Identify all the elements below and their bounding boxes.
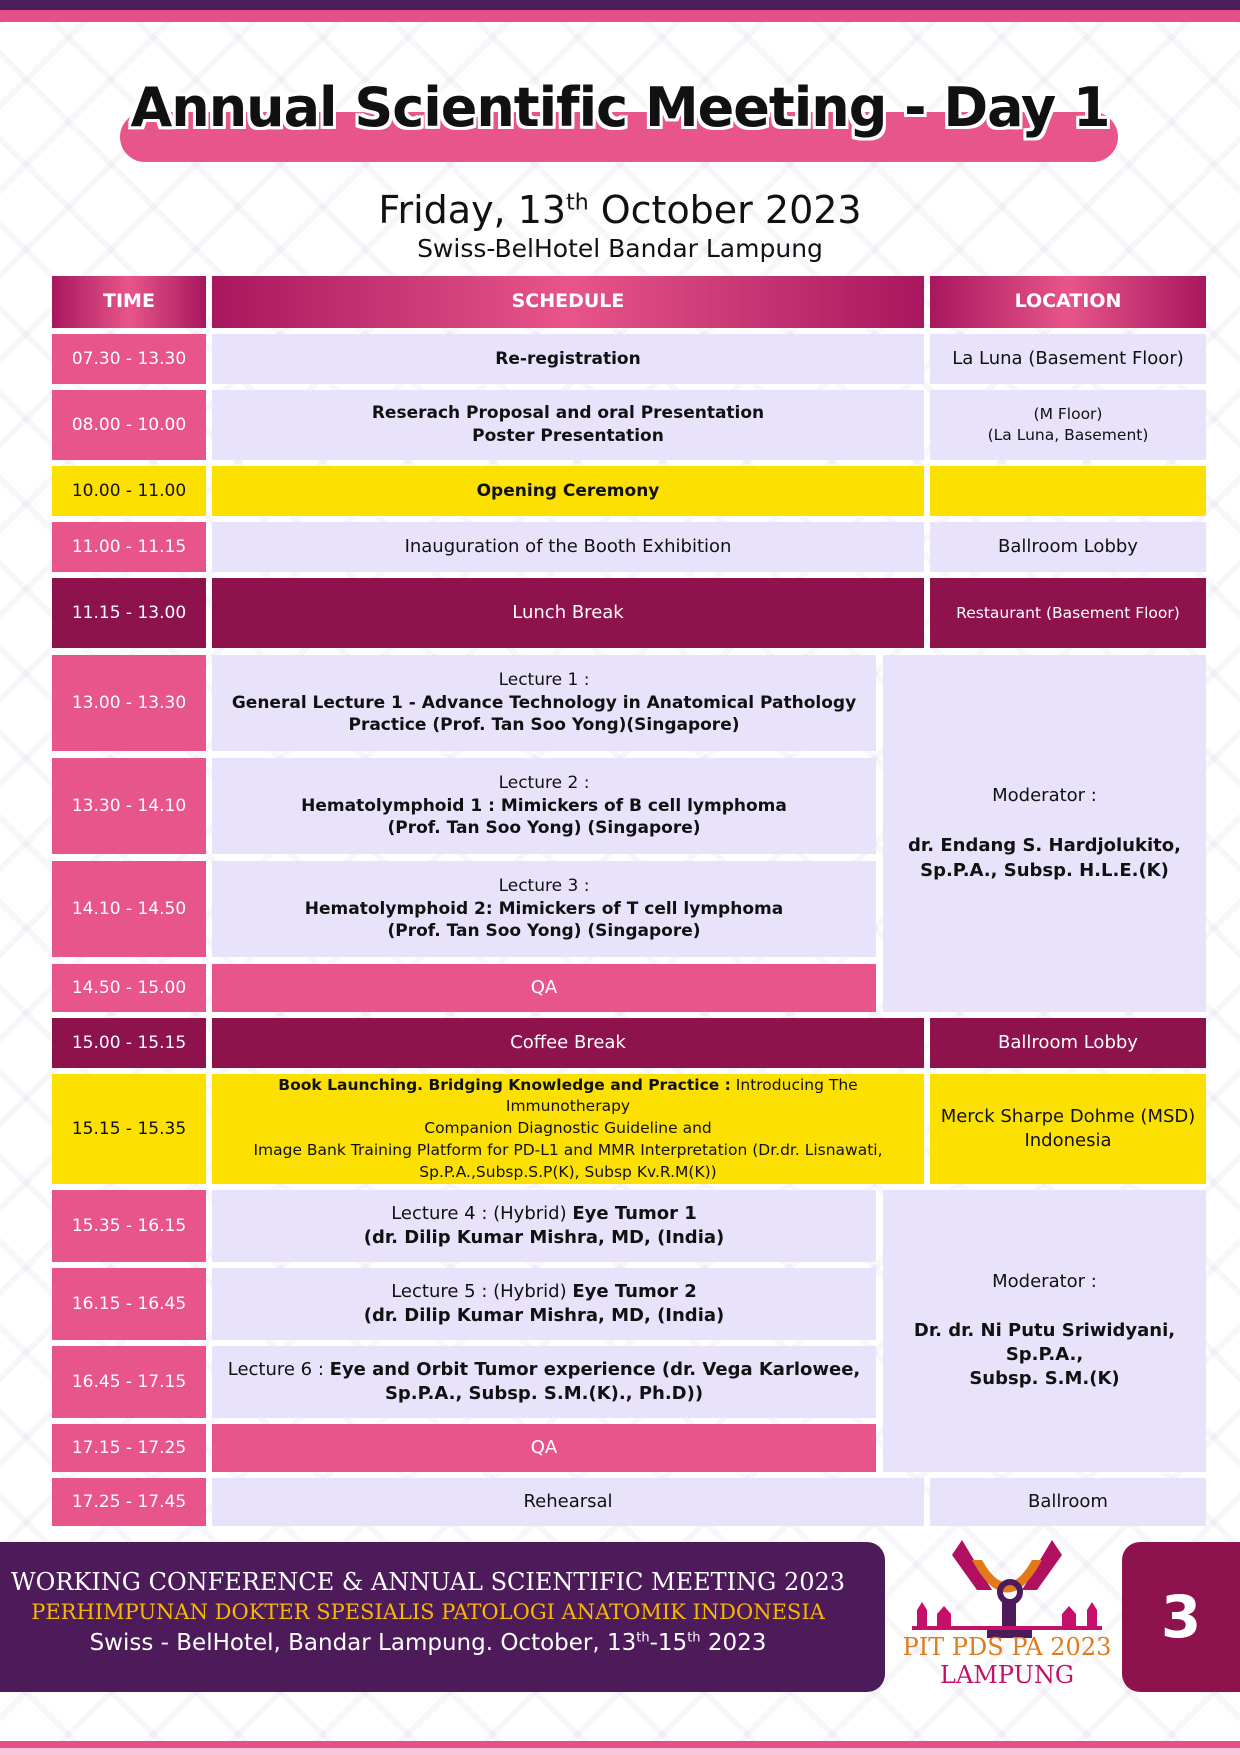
location-cell <box>930 466 1206 516</box>
schedule-cell: Lunch Break <box>212 578 924 648</box>
header-location: LOCATION <box>930 276 1206 328</box>
location-cell: Merck Sharpe Dohme (MSD) Indonesia <box>930 1074 1206 1184</box>
time-cell: 11.00 - 11.15 <box>52 522 206 572</box>
schedule-cell: Inauguration of the Booth Exhibition <box>212 522 924 572</box>
header-schedule: SCHEDULE <box>212 276 924 328</box>
date-suffix: th <box>566 190 589 216</box>
footer-organization: PERHIMPUNAN DOKTER SPESIALIS PATOLOGI ANATOMIK INDONESIA <box>31 1600 825 1624</box>
schedule-cell: Lecture 3 : Hematolymphoid 2: Mimickers of T cell lymphoma (Prof. Tan Soo Yong) (Singapore) <box>212 861 876 957</box>
location-cell: Ballroom Lobby <box>930 522 1206 572</box>
time-cell: 08.00 - 10.00 <box>52 390 206 460</box>
schedule-cell: Rehearsal <box>212 1478 924 1526</box>
time-cell: 07.30 - 13.30 <box>52 334 206 384</box>
time-cell: 15.35 - 16.15 <box>52 1190 206 1262</box>
moderator-cell <box>883 1190 1206 1472</box>
time-cell: 16.45 - 17.15 <box>52 1346 206 1418</box>
logo-text-city: LAMPUNG <box>940 1661 1074 1689</box>
time-cell: 16.15 - 16.45 <box>52 1268 206 1340</box>
page-title: Annual Scientific Meeting - Day 1 <box>130 76 1110 139</box>
footer-conference-title: WORKING CONFERENCE & ANNUAL SCIENTIFIC MEETING 2023 <box>10 1568 846 1596</box>
time-cell: 13.00 - 13.30 <box>52 655 206 751</box>
schedule-cell: QA <box>212 964 876 1012</box>
moderator-label: Moderator : <box>992 1271 1097 1293</box>
time-cell: 17.15 - 17.25 <box>52 1424 206 1472</box>
schedule-cell: Reserach Proposal and oral Presentation Poster Presentation <box>212 390 924 460</box>
moderator-name: dr. Endang S. Hardjolukito, <box>908 835 1181 857</box>
location-cell: (M Floor) (La Luna, Basement) <box>930 390 1206 460</box>
bottom-stripe <box>0 1741 1240 1755</box>
page-number: 3 <box>1122 1542 1240 1692</box>
moderator-title: Sp.P.A., Subsp. H.L.E.(K) <box>920 859 1169 881</box>
event-date <box>0 188 1240 232</box>
event-venue: Swiss-BelHotel Bandar Lampung <box>417 234 823 263</box>
schedule-cell: Re-registration <box>212 334 924 384</box>
date-month-year: October 2023 <box>588 188 862 232</box>
time-cell: 15.00 - 15.15 <box>52 1018 206 1068</box>
time-cell: 11.15 - 13.00 <box>52 578 206 648</box>
moderator-label: Moderator : <box>992 785 1097 807</box>
moderator-title: Subsp. S.M.(K) <box>969 1368 1120 1390</box>
schedule-cell: Lecture 4 : (Hybrid) Eye Tumor 1 (dr. Dilip Kumar Mishra, MD, (India) <box>212 1190 876 1262</box>
date-day: Friday, 13 <box>378 188 567 232</box>
schedule-cell: Lecture 6 : Eye and Orbit Tumor experience (dr. Vega Karlowee, Sp.P.A., Subsp. S.M.(K)., Ph.D)) <box>212 1346 876 1418</box>
schedule-cell: Coffee Break <box>212 1018 924 1068</box>
schedule-cell: Lecture 1 : General Lecture 1 - Advance Technology in Anatomical Pathology Practice (Prof. Tan Soo Yong)(Singapore) <box>212 655 876 751</box>
location-cell: La Luna (Basement Floor) <box>930 334 1206 384</box>
moderator-name: Dr. dr. Ni Putu Sriwidyani, Sp.P.A., <box>913 1319 1176 1365</box>
location-cell: Ballroom Lobby <box>930 1018 1206 1068</box>
time-cell: 15.15 - 15.35 <box>52 1074 206 1184</box>
schedule-cell: QA <box>212 1424 876 1472</box>
time-cell: 14.10 - 14.50 <box>52 861 206 957</box>
schedule-cell: Opening Ceremony <box>212 466 924 516</box>
location-cell: Ballroom <box>930 1478 1206 1526</box>
moderator-cell <box>883 655 1206 1012</box>
time-cell: 10.00 - 11.00 <box>52 466 206 516</box>
schedule-cell: Book Launching. Bridging Knowledge and Practice : Introducing The Immunotherapy Companion Diagnostic Guideline and Image Bank Training Platform for PD-L1 and MMR Interpretation (Dr.dr. Lisnawati, Sp.P.A.,Subsp.S.P(K), Subsp Kv.R.M(K)) <box>212 1074 924 1184</box>
time-cell: 17.25 - 17.45 <box>52 1478 206 1526</box>
logo-text-event: PIT PDS PA 2023 <box>902 1633 1112 1661</box>
schedule-cell: Lecture 2 : Hematolymphoid 1 : Mimickers of B cell lymphoma (Prof. Tan Soo Yong) (Singapore) <box>212 758 876 854</box>
location-cell: Restaurant (Basement Floor) <box>930 578 1206 648</box>
header-time: TIME <box>52 276 206 328</box>
top-stripe <box>0 0 1240 22</box>
time-cell: 13.30 - 14.10 <box>52 758 206 854</box>
footer-venue-dates: Swiss - BelHotel, Bandar Lampung. October, 13th-15th 2023 <box>89 1630 767 1656</box>
time-cell: 14.50 - 15.00 <box>52 964 206 1012</box>
schedule-cell: Lecture 5 : (Hybrid) Eye Tumor 2 (dr. Dilip Kumar Mishra, MD, (India) <box>212 1268 876 1340</box>
